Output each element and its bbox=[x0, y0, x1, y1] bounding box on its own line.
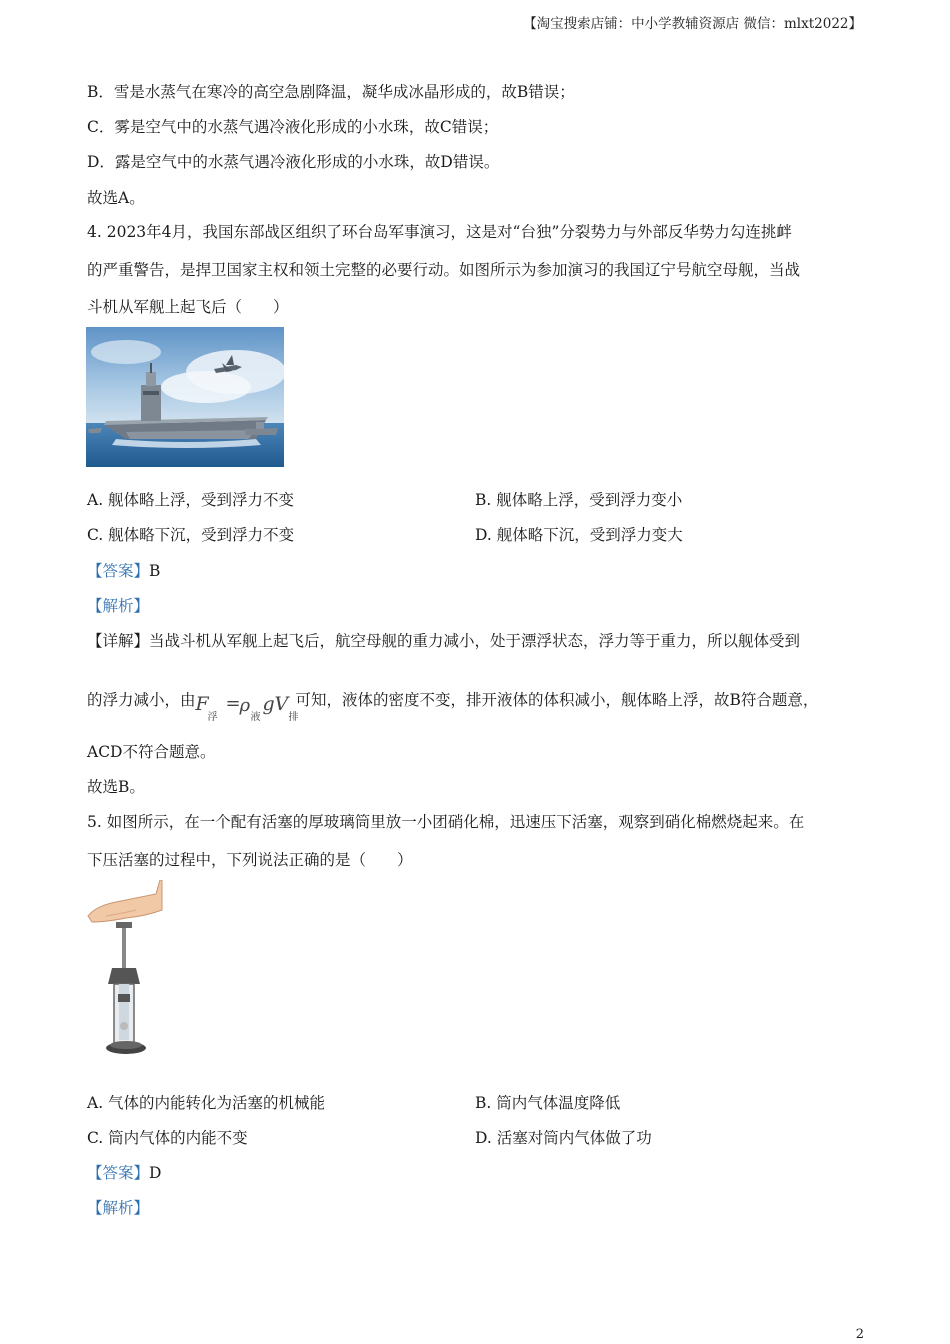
q4-option-d: D. 舰体略下沉，受到浮力变大 bbox=[475, 526, 683, 544]
q4-stem-line-1: 4. 2023年4月，我国东部战区组织了环台岛军事演习，这是对“台独”分裂势力与外部反华势力勾连挑衅 bbox=[87, 223, 792, 241]
q5-analysis-label: 【解析】 bbox=[87, 1199, 150, 1217]
q5-answer-value: D bbox=[149, 1164, 162, 1182]
q4-stem-line-2: 的严重警告，是捍卫国家主权和领土完整的必要行动。如图所示为参加演习的我国辽宁号航空母舰，当战 bbox=[87, 261, 801, 279]
q4-answer bbox=[87, 561, 160, 581]
page-number: 2 bbox=[855, 1327, 864, 1342]
q5-answer-tag: 【答案】 bbox=[87, 1164, 150, 1182]
q4-detail-text-2a: 的浮力减小，由 bbox=[87, 691, 196, 709]
q5-stem-line-1: 5. 如图所示，在一个配有活塞的厚玻璃筒里放一小团硝化棉，迅速压下活塞，观察到硝化棉燃烧起来。在 bbox=[87, 813, 805, 831]
q5-analysis-tag bbox=[87, 1198, 149, 1218]
q5-option-c: C. 筒内气体的内能不变 bbox=[87, 1129, 248, 1147]
q3-conclusion: 故选A。 bbox=[87, 189, 145, 207]
buoyancy-formula: F 浮 = ρ 液 g V 排 bbox=[195, 693, 299, 723]
q4-detail-text-2b: 可知，液体的密度不变，排开液体的体积减小，舰体略上浮，故B符合题意， bbox=[295, 691, 819, 709]
aircraft-carrier-image bbox=[86, 327, 284, 467]
q5-answer bbox=[87, 1163, 161, 1183]
q4-detail-line-3: ACD不符合题意。 bbox=[87, 743, 216, 761]
q4-answer-tag: 【答案】 bbox=[87, 562, 150, 580]
q3-option-d-explanation: D．露是空气中的水蒸气遇冷液化形成的小水珠，故D错误。 bbox=[87, 153, 500, 171]
q4-detail-text-1: 当战斗机从军舰上起飞后，航空母舰的重力减小，处于漂浮状态，浮力等于重力，所以舰体受到 bbox=[149, 632, 801, 650]
q5-option-d: D. 活塞对筒内气体做了功 bbox=[475, 1129, 652, 1147]
q4-answer-value: B bbox=[149, 562, 161, 580]
q4-conclusion: 故选B。 bbox=[87, 778, 145, 796]
piston-cylinder-image bbox=[86, 880, 166, 1060]
page-header: 【淘宝搜索店铺：中小学教辅资源店 微信：mlxt2022】 bbox=[523, 16, 862, 32]
q5-option-b: B. 筒内气体温度降低 bbox=[475, 1094, 621, 1112]
q3-option-b-explanation: B．雪是水蒸气在寒冷的高空急剧降温，凝华成冰晶形成的，故B错误； bbox=[87, 83, 575, 101]
q4-analysis-label: 【解析】 bbox=[87, 597, 150, 615]
q4-analysis-tag bbox=[87, 596, 149, 616]
q4-option-b: B. 舰体略上浮，受到浮力变小 bbox=[475, 491, 683, 509]
q4-stem-line-3: 斗机从军舰上起飞后（ ） bbox=[87, 298, 289, 316]
q3-option-c-explanation: C．雾是空气中的水蒸气遇冷液化形成的小水珠，故C错误； bbox=[87, 118, 499, 136]
q5-option-a: A. 气体的内能转化为活塞的机械能 bbox=[87, 1094, 326, 1112]
q4-detail-tag: 【详解】 bbox=[87, 632, 150, 650]
q5-stem-line-2: 下压活塞的过程中，下列说法正确的是（ ） bbox=[87, 851, 413, 869]
q4-option-c: C. 舰体略下沉，受到浮力不变 bbox=[87, 526, 295, 544]
q4-detail-line-2 bbox=[87, 680, 819, 723]
q4-detail-line-1 bbox=[87, 631, 800, 651]
q4-option-a: A. 舰体略上浮，受到浮力不变 bbox=[87, 491, 295, 509]
